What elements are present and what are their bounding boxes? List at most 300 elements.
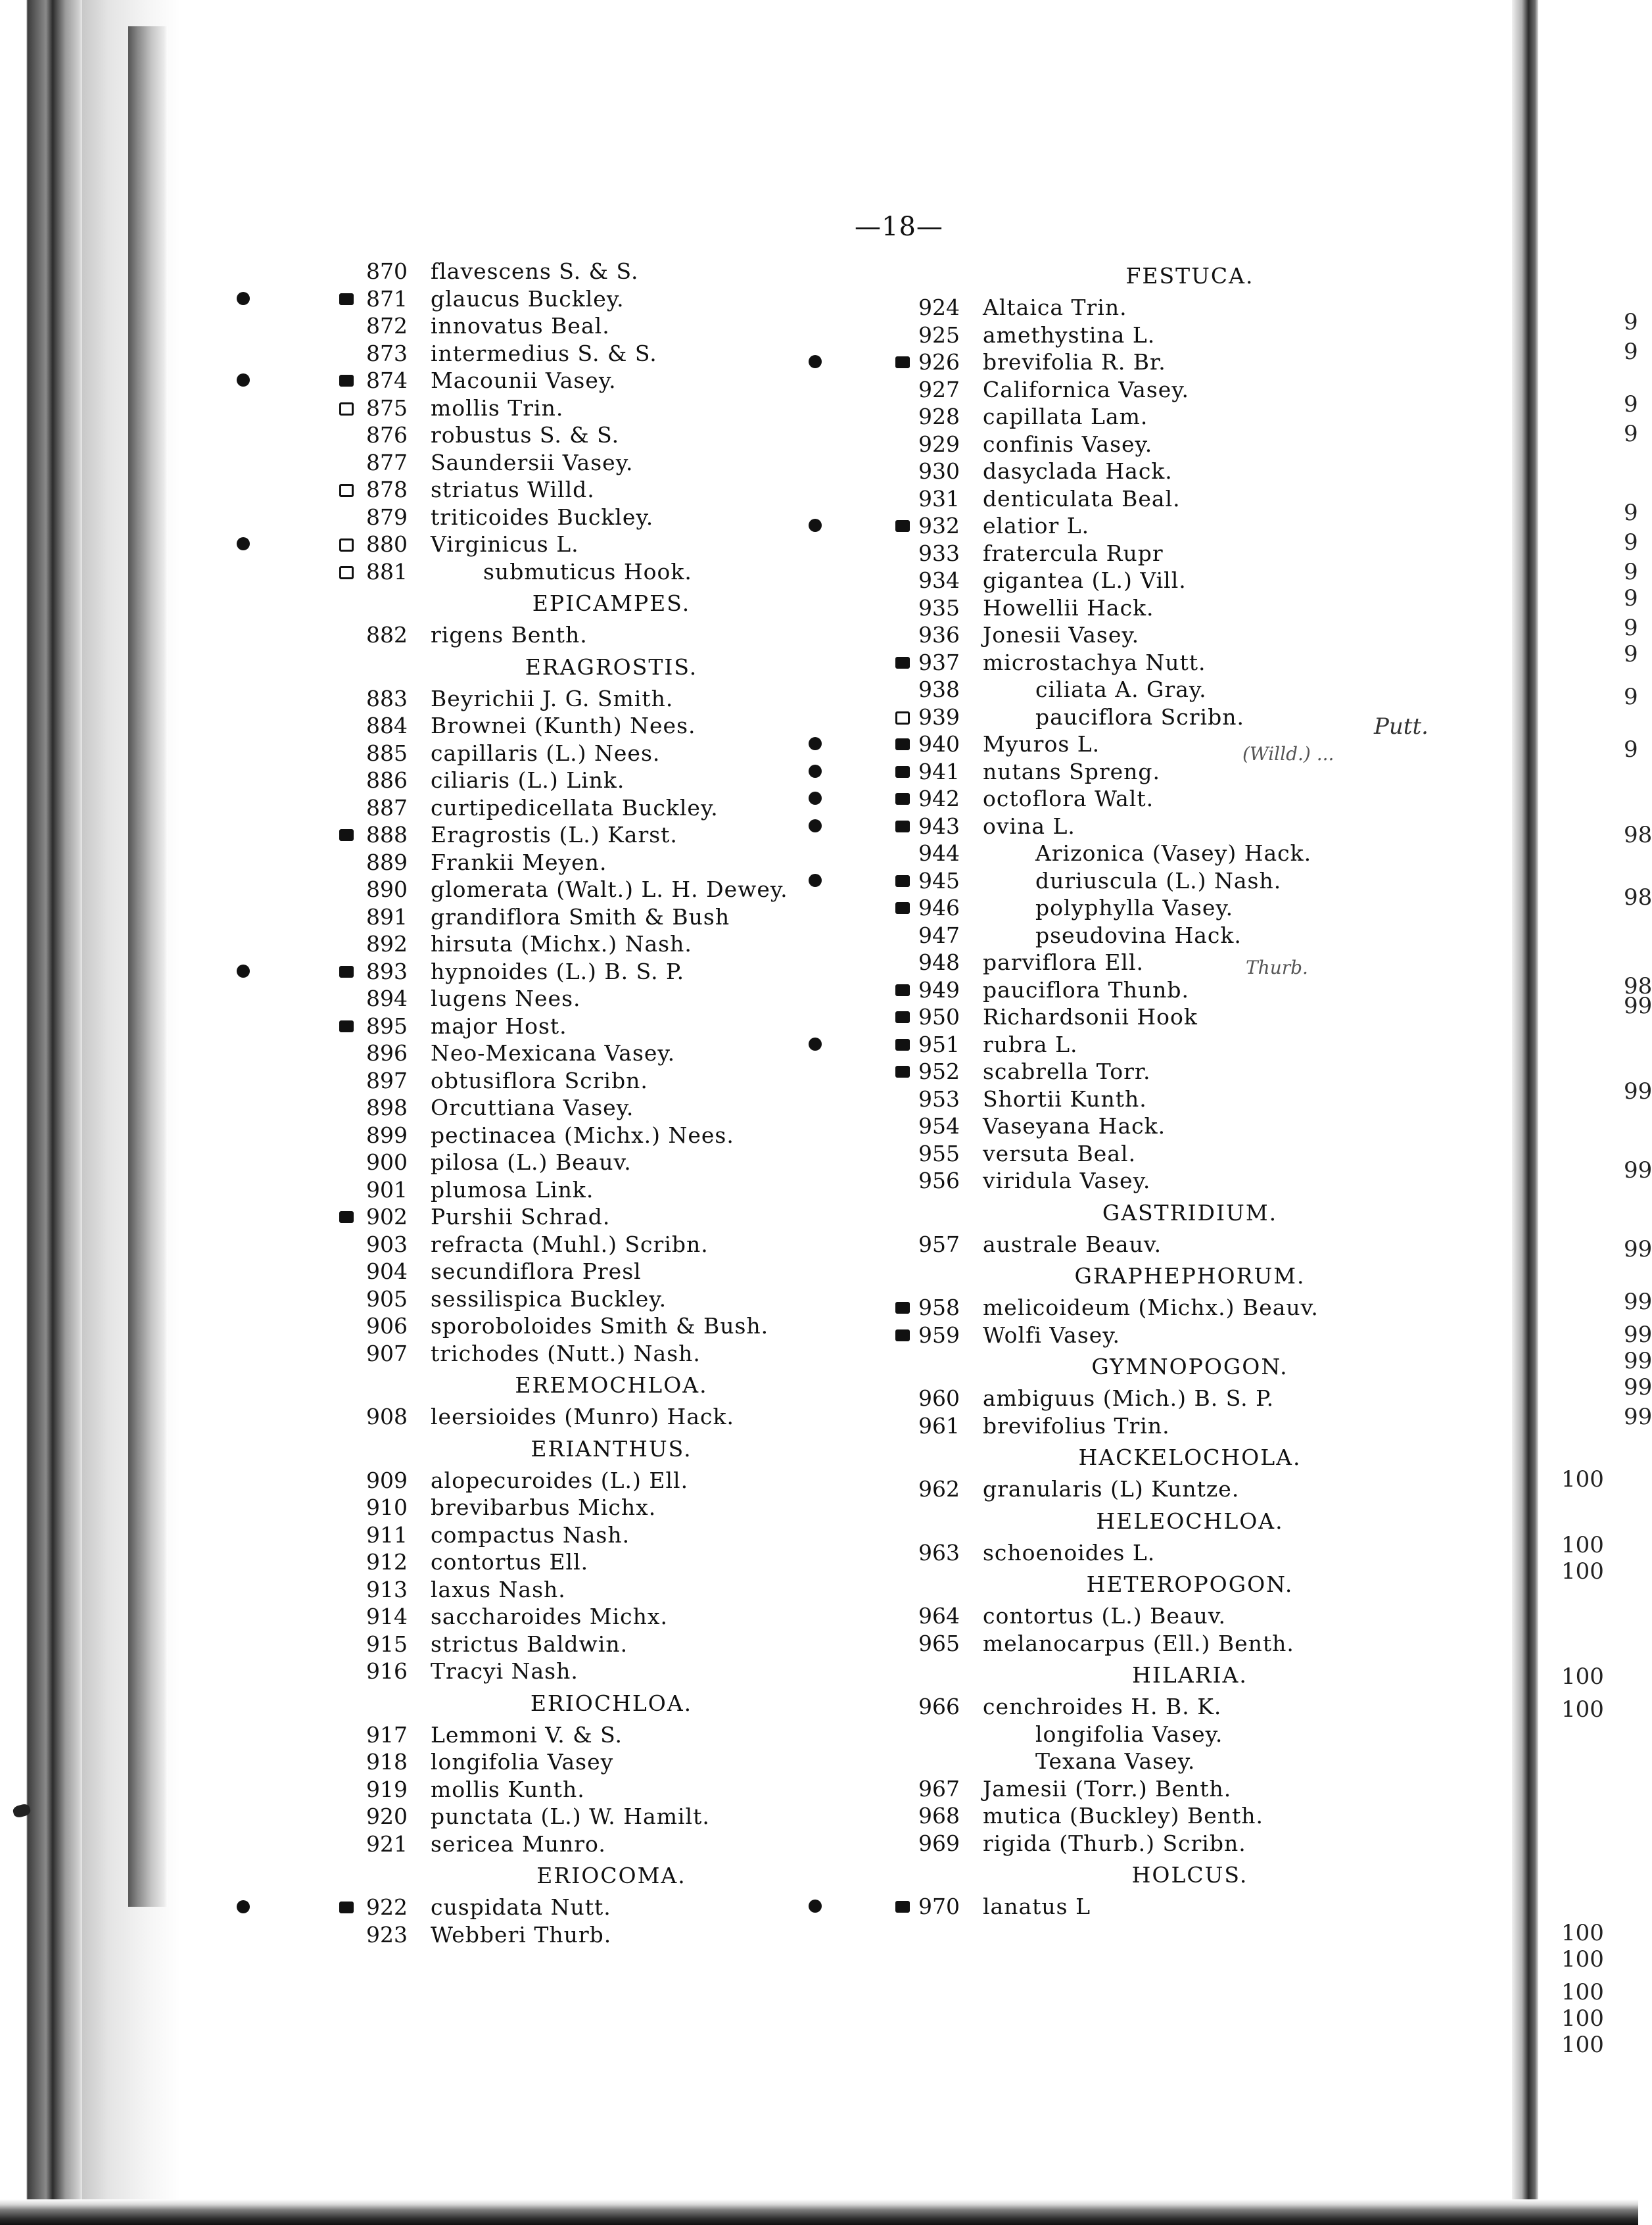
species-name: curtipedicellata Buckley. (431, 794, 719, 821)
species-number: 898 (366, 1095, 408, 1120)
species-number: 909 (366, 1467, 408, 1493)
species-number: 895 (366, 1013, 408, 1039)
species-row (835, 1322, 1525, 1349)
genus-heading (835, 1258, 1525, 1294)
adjacent-page-number: 100 (1561, 1663, 1604, 1690)
species-number: 926 (918, 349, 960, 375)
species-number: 896 (366, 1040, 408, 1066)
adjacent-page-number: 99 (1624, 1157, 1652, 1184)
species-name: lanatus L (983, 1894, 1091, 1919)
genus-heading (835, 1195, 1525, 1231)
species-name: alopecuroides (L.) Ell. (431, 1467, 689, 1493)
species-name: secundiflora Presl (431, 1258, 642, 1284)
right-column (835, 258, 1525, 1921)
species-name: triticoides Buckley. (431, 504, 654, 530)
species-row (283, 1921, 973, 1949)
species-row (835, 1539, 1525, 1567)
species-number: 924 (918, 295, 960, 320)
species-name: sporoboloides Smith & Bush. (431, 1313, 769, 1339)
species-name: Vaseyana Hack. (983, 1113, 1166, 1139)
species-number: 970 (918, 1894, 960, 1919)
adjacent-page-number: 9 (1624, 641, 1638, 667)
genus-heading-text: ERAGROSTIS. (525, 654, 698, 680)
species-number: 958 (918, 1295, 960, 1320)
species-row (835, 322, 1525, 349)
species-name: submuticus Hook. (483, 558, 692, 585)
species-number: 939 (918, 704, 960, 730)
species-number: 967 (918, 1775, 960, 1802)
genus-heading-text: HETEROPOGON. (1086, 1571, 1294, 1597)
species-name: innovatus Beal. (431, 313, 610, 339)
species-number: 954 (918, 1113, 960, 1139)
page-stack-edge (0, 0, 82, 2225)
species-number: 913 (366, 1576, 408, 1602)
species-number: 884 (366, 713, 408, 738)
species-number: 949 (918, 976, 960, 1003)
adjacent-page-number: 98 (1624, 822, 1652, 848)
species-number: 890 (366, 876, 408, 902)
species-name: mollis Trin. (431, 395, 564, 421)
species-number: 931 (918, 485, 960, 512)
species-name: microstachya Nutt. (983, 649, 1206, 675)
species-name: Jamesii (Torr.) Benth. (983, 1775, 1232, 1802)
species-name: grandiflora Smith & Bush (431, 903, 730, 930)
species-number: 963 (918, 1539, 960, 1566)
species-number: 910 (366, 1495, 408, 1520)
species-number: 927 (918, 376, 960, 402)
genus-heading (835, 1657, 1525, 1693)
species-name: rigida (Thurb.) Scribn. (983, 1830, 1246, 1856)
species-name: Myuros L. (983, 731, 1100, 757)
adjacent-page-number: 9 (1624, 585, 1638, 611)
species-row (835, 403, 1525, 431)
page-bottom-edge (0, 2199, 1638, 2225)
species-number: 904 (366, 1258, 408, 1284)
species-name: Jonesii Vasey. (983, 622, 1140, 648)
genus-heading (835, 1857, 1525, 1893)
species-name: Texana Vasey. (1035, 1748, 1196, 1774)
species-name: Lemmoni V. & S. (431, 1721, 623, 1748)
species-name: capillata Lam. (983, 404, 1148, 429)
species-row (835, 1003, 1525, 1031)
species-number: 908 (366, 1404, 408, 1429)
species-number: 893 (366, 958, 408, 984)
adjacent-page-number: 100 (1561, 1466, 1604, 1493)
species-name: strictus Baldwin. (431, 1631, 628, 1657)
species-name: Eragrostis (L.) Karst. (431, 822, 678, 848)
species-row (835, 1893, 1525, 1921)
species-number: 886 (366, 767, 408, 793)
ink-dot-mark (809, 1900, 822, 1913)
species-number: 925 (918, 322, 960, 348)
species-number: 901 (366, 1176, 408, 1203)
species-name: gigantea (L.) Vill. (983, 567, 1187, 593)
species-name: Brownei (Kunth) Nees. (431, 713, 696, 738)
species-name: pauciflora Scribn. (1035, 704, 1244, 730)
species-name: versuta Beal. (983, 1140, 1137, 1166)
species-number: 881 (366, 558, 408, 585)
genus-heading (835, 1566, 1525, 1602)
species-name: sessilispica Buckley. (431, 1285, 667, 1312)
ink-dot-mark (809, 792, 822, 805)
species-number: 873 (366, 340, 408, 366)
species-row (835, 785, 1525, 813)
species-number: 912 (366, 1549, 408, 1575)
species-number: 883 (366, 685, 408, 711)
species-number: 870 (366, 258, 408, 284)
species-name: brevibarbus Michx. (431, 1495, 657, 1520)
ink-dot-mark (809, 765, 822, 778)
species-number: 950 (918, 1004, 960, 1030)
species-row (835, 1231, 1525, 1258)
species-number: 965 (918, 1630, 960, 1656)
species-number: 888 (366, 822, 408, 848)
species-name: australe Beauv. (983, 1231, 1162, 1257)
species-name: denticulata Beal. (983, 485, 1181, 512)
species-name: elatior L. (983, 513, 1090, 538)
handwritten-note-thurb: Thurb. (1246, 957, 1308, 978)
species-name: glaucus Buckley. (431, 285, 625, 312)
species-name: laxus Nash. (431, 1576, 566, 1602)
species-number: 964 (918, 1603, 960, 1629)
adjacent-page-number: 100 (1561, 1558, 1604, 1585)
species-row (835, 294, 1525, 322)
species-number: 917 (366, 1721, 408, 1748)
species-number: 887 (366, 794, 408, 821)
adjacent-page-number: 99 (1624, 1078, 1652, 1105)
genus-heading (835, 1439, 1525, 1475)
species-row (835, 1802, 1525, 1830)
species-number: 880 (366, 531, 408, 557)
species-number: 882 (366, 622, 408, 648)
genus-heading-text: EREMOCHLOA. (515, 1372, 708, 1398)
species-name: confinis Vasey. (983, 431, 1153, 457)
page-number: —18— (855, 212, 943, 242)
species-row (835, 976, 1525, 1004)
species-name: leersioides (Munro) Hack. (431, 1404, 734, 1429)
species-name: ovina L. (983, 813, 1075, 839)
species-name: Saundersii Vasey. (431, 449, 634, 475)
species-row (835, 485, 1525, 513)
species-name: Altaica Trin. (983, 295, 1127, 320)
species-number: 951 (918, 1031, 960, 1057)
species-name: schoenoides L. (983, 1539, 1156, 1566)
ink-dot-mark (809, 874, 822, 887)
species-row (835, 1630, 1525, 1658)
species-row (835, 1748, 1525, 1775)
species-row (835, 1602, 1525, 1630)
species-name: hypnoides (L.) B. S. P. (431, 958, 685, 984)
species-number: 877 (366, 449, 408, 475)
genus-heading (835, 1349, 1525, 1385)
species-name: polyphylla Vasey. (1035, 895, 1234, 921)
species-number: 915 (366, 1631, 408, 1657)
species-name: refracta (Muhl.) Scribn. (431, 1231, 709, 1257)
species-name: viridula Vasey. (983, 1168, 1151, 1193)
species-name: pauciflora Thunb. (983, 976, 1190, 1003)
adjacent-page-number: 100 (1561, 1946, 1604, 1973)
adjacent-page-number: 99 (1624, 1404, 1652, 1430)
species-number: 916 (366, 1658, 408, 1684)
species-row (835, 1385, 1525, 1412)
species-name: glomerata (Walt.) L. H. Dewey. (431, 876, 788, 902)
species-number: 879 (366, 504, 408, 530)
species-number: 918 (366, 1749, 408, 1775)
ink-dot-mark (237, 965, 250, 978)
species-name: Shortii Kunth. (983, 1086, 1147, 1112)
species-name: Virginicus L. (431, 531, 579, 557)
adjacent-page-number: 100 (1561, 1920, 1604, 1946)
species-name: mollis Kunth. (431, 1776, 585, 1802)
species-name: longifolia Vasey. (1035, 1721, 1223, 1747)
species-name: Wolfi Vasey. (983, 1322, 1121, 1348)
ink-dot-mark (809, 519, 822, 532)
species-name: contortus (L.) Beauv. (983, 1603, 1227, 1629)
genus-heading-text: GRAPHEPHORUM. (1074, 1263, 1306, 1289)
species-number: 923 (366, 1921, 408, 1948)
species-name: brevifolia R. Br. (983, 349, 1166, 375)
species-row (835, 1112, 1525, 1140)
species-name: trichodes (Nutt.) Nash. (431, 1340, 701, 1366)
species-name: striatus Willd. (431, 477, 595, 502)
species-name: flavescens S. & S. (431, 258, 639, 284)
species-name: sericea Munro. (431, 1830, 606, 1857)
genus-heading-text: HOLCUS. (1131, 1862, 1248, 1888)
species-row (835, 1140, 1525, 1168)
species-number: 921 (366, 1830, 408, 1857)
species-name: pseudovina Hack. (1035, 922, 1242, 948)
species-row (835, 1475, 1525, 1503)
species-name: brevifolius Trin. (983, 1412, 1170, 1439)
species-number: 957 (918, 1231, 960, 1257)
species-number: 906 (366, 1313, 408, 1339)
species-row (835, 567, 1525, 594)
species-number: 891 (366, 903, 408, 930)
species-row (835, 1775, 1525, 1803)
species-number: 874 (366, 368, 408, 393)
species-number: 919 (366, 1776, 408, 1802)
species-name: obtusiflora Scribn. (431, 1067, 648, 1093)
species-name: pectinacea (Michx.) Nees. (431, 1122, 734, 1148)
species-name: Arizonica (Vasey) Hack. (1035, 840, 1312, 866)
species-name: nutans Spreng. (983, 758, 1161, 784)
adjacent-page-number: 100 (1561, 1532, 1604, 1558)
species-number: 911 (366, 1521, 408, 1548)
adjacent-page-number: 9 (1624, 736, 1638, 763)
adjacent-page-number: 9 (1624, 559, 1638, 585)
species-name: Neo-Mexicana Vasey. (431, 1040, 676, 1066)
adjacent-page-number: 100 (1561, 2032, 1604, 2058)
species-name: Richardsonii Hook (983, 1004, 1198, 1030)
species-number: 936 (918, 622, 960, 648)
adjacent-page-number: 100 (1561, 1696, 1604, 1723)
species-name: ciliaris (L.) Link. (431, 767, 625, 793)
species-row (835, 867, 1525, 895)
ink-dot-mark (237, 537, 250, 550)
genus-heading-text: ERIOCHLOA. (530, 1690, 693, 1716)
species-row (835, 649, 1525, 677)
adjacent-page-number: 9 (1624, 309, 1638, 335)
ink-dot-mark (237, 373, 250, 387)
species-name: Howellii Hack. (983, 594, 1154, 621)
species-row (835, 949, 1525, 976)
species-name: capillaris (L.) Nees. (431, 740, 661, 766)
species-name: dasyclada Hack. (983, 458, 1173, 484)
species-number: 948 (918, 949, 960, 975)
species-number: 905 (366, 1285, 408, 1312)
species-number: 937 (918, 649, 960, 675)
species-number: 946 (918, 895, 960, 921)
species-number: 956 (918, 1168, 960, 1193)
genus-heading-text: EPICAMPES. (532, 590, 691, 616)
species-number: 962 (918, 1476, 960, 1502)
species-number: 933 (918, 540, 960, 566)
species-number: 928 (918, 404, 960, 429)
species-name: hirsuta (Michx.) Nash. (431, 931, 692, 957)
species-row (835, 348, 1525, 376)
species-number: 969 (918, 1830, 960, 1856)
species-number: 885 (366, 740, 408, 766)
genus-heading-text: ERIANTHUS. (531, 1435, 692, 1462)
species-row (835, 922, 1525, 949)
genus-heading (835, 258, 1525, 294)
adjacent-page-number: 9 (1624, 339, 1638, 365)
species-name: ciliata A. Gray. (1035, 677, 1207, 702)
species-number: 929 (918, 431, 960, 457)
species-name: Orcuttiana Vasey. (431, 1095, 634, 1120)
species-name: fratercula Rupr (983, 540, 1164, 566)
species-number: 959 (918, 1322, 960, 1348)
genus-heading-text: FESTUCA. (1125, 263, 1254, 289)
species-number: 899 (366, 1122, 408, 1148)
species-row (835, 458, 1525, 485)
species-row (835, 1721, 1525, 1748)
genus-heading-text: GASTRIDIUM. (1102, 1199, 1278, 1226)
species-number: 922 (366, 1894, 408, 1920)
species-row (835, 376, 1525, 404)
species-row (835, 512, 1525, 540)
ink-dot-mark (809, 1038, 822, 1051)
species-name: major Host. (431, 1013, 567, 1039)
adjacent-page-number: 9 (1624, 529, 1638, 556)
species-number: 952 (918, 1059, 960, 1084)
species-name: amethystina L. (983, 322, 1156, 348)
species-row (835, 1412, 1525, 1440)
species-number: 932 (918, 513, 960, 538)
species-row (835, 431, 1525, 458)
ink-dot-mark (237, 292, 250, 305)
species-name: robustus S. & S. (431, 422, 620, 448)
adjacent-page-number: 9 (1624, 684, 1638, 710)
species-name: lugens Nees. (431, 986, 581, 1011)
adjacent-page-number: 99 (1624, 1236, 1652, 1262)
species-name: octoflora Walt. (983, 786, 1154, 811)
handwritten-note: (Willd.) ... (1242, 743, 1334, 765)
species-row (835, 1693, 1525, 1721)
species-number: 945 (918, 867, 960, 894)
species-name: pilosa (L.) Beauv. (431, 1149, 632, 1175)
species-number: 947 (918, 922, 960, 948)
species-number: 907 (366, 1340, 408, 1366)
species-name: Tracyi Nash. (431, 1658, 578, 1684)
species-name: duriuscula (L.) Nash. (1035, 867, 1282, 894)
species-number: 903 (366, 1231, 408, 1257)
species-number: 889 (366, 849, 408, 875)
species-number: 872 (366, 313, 408, 339)
species-name: plumosa Link. (431, 1176, 594, 1203)
species-name: compactus Nash. (431, 1521, 630, 1548)
ink-dot-mark (237, 1900, 250, 1913)
species-row (835, 894, 1525, 922)
species-number: 953 (918, 1086, 960, 1112)
adjacent-page-number: 99 (1624, 1322, 1652, 1348)
adjacent-page-number: 99 (1624, 1348, 1652, 1374)
adjacent-page-number: 9 (1624, 615, 1638, 641)
genus-heading-text: HELEOCHLOA. (1096, 1508, 1284, 1534)
species-number: 876 (366, 422, 408, 448)
species-name: granularis (L) Kuntze. (983, 1476, 1240, 1502)
species-number: 938 (918, 677, 960, 702)
species-number: 875 (366, 395, 408, 421)
species-row (835, 813, 1525, 840)
species-name: ambiguus (Mich.) B. S. P. (983, 1385, 1275, 1411)
species-name: contortus Ell. (431, 1549, 589, 1575)
adjacent-page-number: 99 (1624, 1374, 1652, 1400)
species-name: rubra L. (983, 1031, 1078, 1057)
species-name: punctata (L.) W. Hamilt. (431, 1804, 710, 1829)
genus-heading-text: ERIOCOMA. (536, 1863, 686, 1888)
species-number: 941 (918, 758, 960, 784)
species-number: 892 (366, 931, 408, 957)
species-number: 930 (918, 458, 960, 484)
species-number: 942 (918, 786, 960, 811)
species-row (835, 1058, 1525, 1086)
species-name: rigens Benth. (431, 622, 588, 648)
adjacent-page-number: 9 (1624, 421, 1638, 447)
ink-dot-mark (809, 819, 822, 832)
species-number: 961 (918, 1412, 960, 1439)
species-name: Californica Vasey. (983, 376, 1190, 402)
species-number: 968 (918, 1803, 960, 1829)
species-name: Frankii Meyen. (431, 849, 607, 875)
species-row (835, 1167, 1525, 1195)
adjacent-page-number: 99 (1624, 1289, 1652, 1315)
species-number: 966 (918, 1694, 960, 1719)
species-number: 934 (918, 567, 960, 593)
species-row (835, 840, 1525, 867)
species-number: 955 (918, 1140, 960, 1166)
adjacent-page-number: 99 (1624, 993, 1652, 1019)
species-name: Webberi Thurb. (431, 1921, 612, 1948)
species-number: 894 (366, 986, 408, 1011)
species-row (835, 758, 1525, 786)
ink-dot-mark (809, 737, 822, 750)
species-row (835, 594, 1525, 622)
species-row (835, 621, 1525, 649)
adjacent-page-number: 9 (1624, 500, 1638, 526)
species-row (835, 1830, 1525, 1857)
species-name: melanocarpus (Ell.) Benth. (983, 1630, 1294, 1656)
binding-shadow (128, 26, 168, 1907)
species-row (835, 1086, 1525, 1113)
species-row (835, 1031, 1525, 1059)
species-number: 900 (366, 1149, 408, 1175)
adjacent-page-number: 100 (1561, 2005, 1604, 2032)
species-name: saccharoides Michx. (431, 1604, 668, 1629)
species-row (835, 676, 1525, 704)
genus-heading-text: HACKELOCHOLA. (1078, 1445, 1302, 1470)
species-number: 944 (918, 840, 960, 866)
